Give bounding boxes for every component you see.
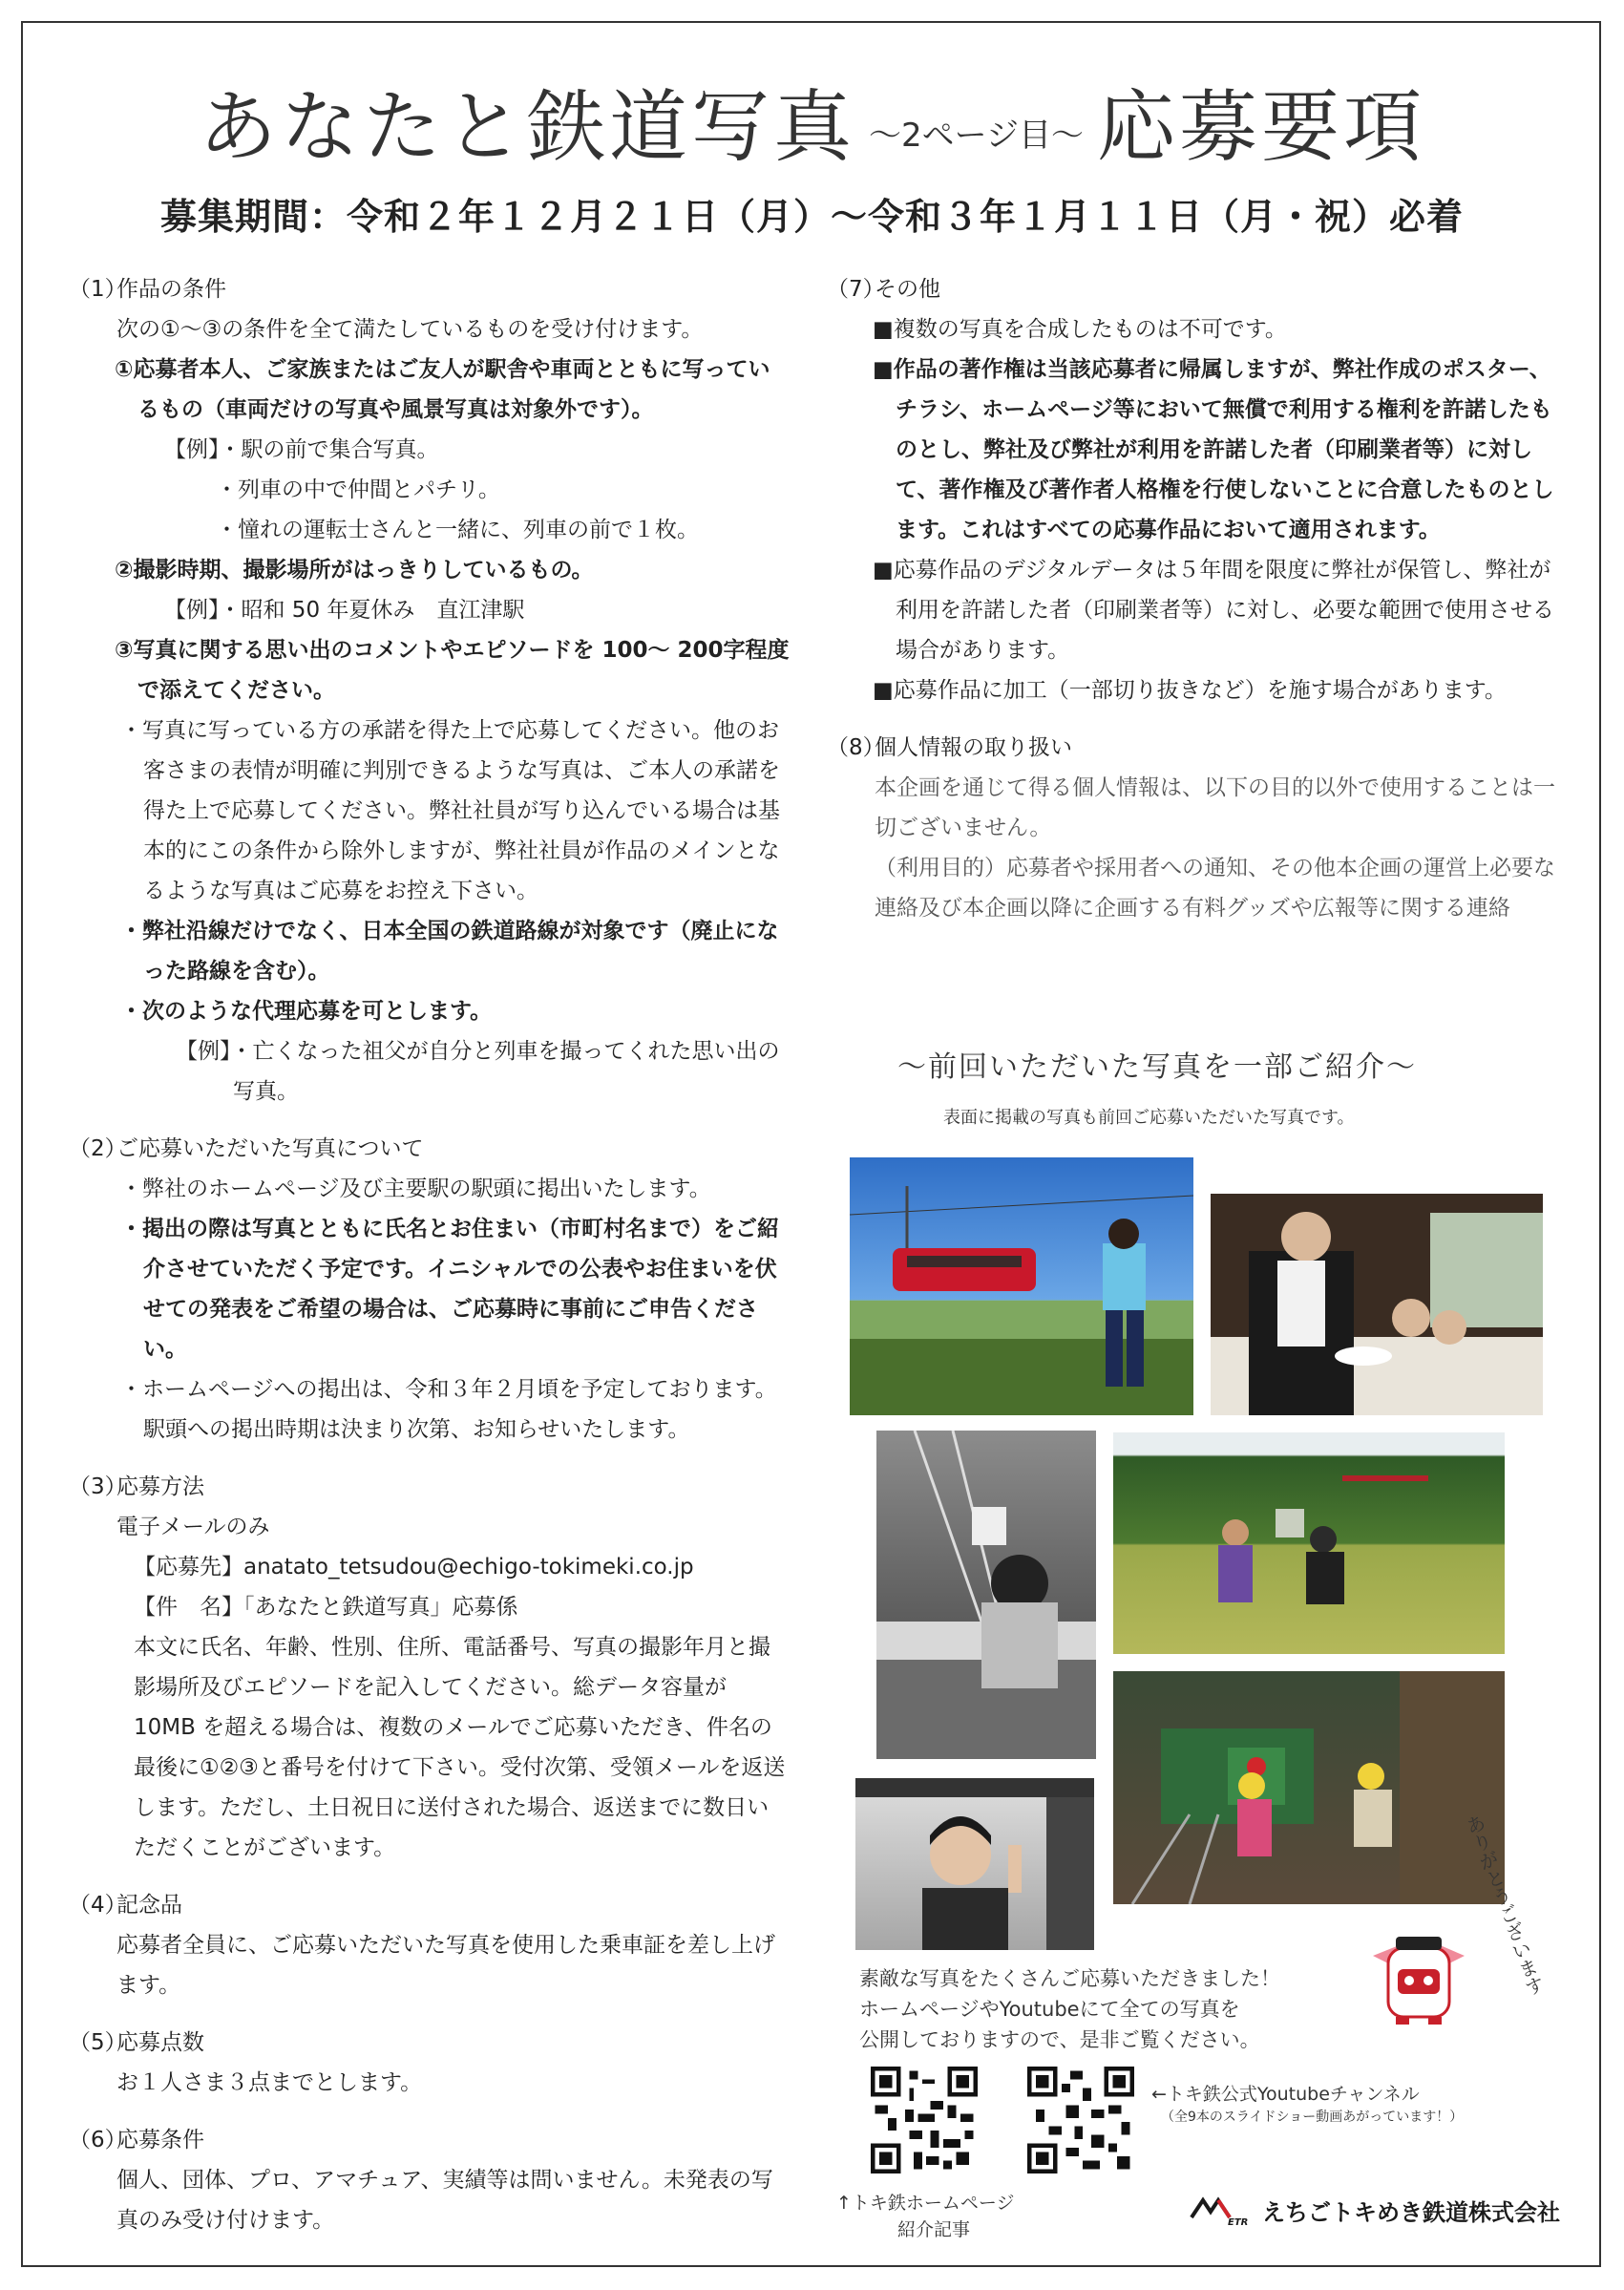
homepage-label: ↑トキ鉄ホームページ [836,2193,1015,2214]
gallery-note: 表面に掲載の写真も前回ご応募いただいた写真です。 [943,1108,1355,1128]
photo-field-wave [1113,1432,1505,1654]
condition-3: ③写真に関する思い出のコメントやエピソードを 100～ 200字程度で添えてください。 [115,638,790,703]
condition-1-example: 【例】・駅の前で集合写真。 [164,437,439,462]
section-6-heading: （6）応募条件 [69,2128,204,2152]
condition-1-example-3: ・憧れの運転士さんと一緒に、列車の前で１枚。 [216,518,699,542]
company-name: えちごトキめき鉄道株式会社 [1262,2198,1560,2226]
section-1-note-3: ・次のような代理応募を可とします。 [120,999,493,1024]
photo-dining-car [1211,1194,1543,1415]
section-7-item-2: ■作品の著作権は当該応募者に帰属しますが、弊社作成のポスター、チラシ、ホームページ等において無償で利用する権利を許諾したものとし、弊社及び弊社が利用を許諾した者（印刷業者等）に対して、著作権及び著作者人格権を行使しないことに合意したものとします。これはすべての応募作品において適用されます。 [873,357,1554,542]
section-5-heading: （5）応募点数 [69,2030,204,2055]
left-column [69,269,791,2240]
section-3-body: 本文に氏名、年齢、性別、住所、電話番号、写真の撮影年月と撮影場所及びエピソードを記入してください。総データ容量が 10MB を超える場合は、複数のメールでご応募いただき、件名の最後に①②③と番号を付けて下さい。受付次第、受領メールを返送します。ただし、土日祝日に送付された場合、返送までに数日いただくことがございます。 [134,1635,786,1860]
section-6-body: 個人、団体、プロ、アマチュア、実績等は問いません。未発表の写真のみ受け付けます。 [116,2168,773,2233]
section-1-note-2: ・弊社沿線だけでなく、日本全国の鉄道路線が対象です（廃止になった路線を含む）。 [120,919,779,984]
section-1-note-1: ・写真に写っている方の承諾を得た上で応募してください。他のお客さまの表情が明確に判別できるような写真は、ご本人の承諾を得た上で応募してください。弊社社員が写り込んでいる場合は基本的にこの条件から除外しますが、弊社社員が作品のメインとなるような写真はご応募をお控え下さい。 [120,718,780,903]
condition-1: ①応募者本人、ご家族またはご友人が駅舎や車両とともに写っているもの（車両だけの写真や風景写真は対象外です）。 [115,357,770,422]
section-4-body: 応募者全員に、ご応募いただいた写真を使用した乗車証を差し上げます。 [116,1933,775,1998]
section-5-body: お１人さま３点までとします。 [116,2070,423,2095]
gallery-heading: ～前回いただいた写真を一部ご紹介～ [897,1050,1417,1084]
section-7-item-3: ■応募作品のデジタルデータは５年間を限度に弊社が保管し、弊社が利用を許諾した者（印刷業者等）に対し、必要な範囲で使用させる場合があります。 [873,558,1554,663]
section-8-heading: （8）個人情報の取り扱い [827,735,1072,760]
section-3-email[interactable]: 【応募先】anatato_tetsudou@echigo-tokimeki.co.jp [134,1555,694,1580]
condition-2: ②撮影時期、撮影場所がはっきりしているもの。 [115,558,594,583]
section-7-item-1: ■複数の写真を合成したものは不可です。 [873,317,1287,342]
section-4-heading: （4）記念品 [69,1893,182,1918]
arigatou-text: ありがとうございます [1460,1812,1548,2000]
qr-code-youtube[interactable] [1027,2067,1134,2173]
photo-bw-boy [876,1431,1096,1759]
company-logo [1190,2193,1560,2227]
thanks-line-2: ホームページやYoutubeにて全ての写真を [859,1998,1240,2021]
svg-text:ETR: ETR [1228,2217,1249,2227]
section-7-item-4: ■応募作品に加工（一部切り抜きなど）を施す場合があります。 [873,678,1507,703]
section-2-heading: （2）ご応募いただいた写真について [69,1136,424,1161]
youtube-label: ←トキ鉄公式Youtubeチャンネル [1151,2084,1420,2105]
section-1-heading: （1）作品の条件 [69,277,226,302]
condition-1-example-2: ・列車の中で仲間とパチリ。 [216,477,500,502]
section-3-heading: （3）応募方法 [69,1474,204,1499]
section-8-body: 本企画を通じて得る個人情報は、以下の目的以外で使用することは一切ございません。 [875,775,1555,840]
thanks-line-3: 公開しておりますので、是非ご覧ください。 [859,2028,1260,2051]
section-8-purpose: （利用目的）応募者や採用者への通知、その他本企画の運営上必要な連絡及び本企画以降に企画する有料グッズや広報等に関する連絡 [875,856,1555,921]
condition-2-example: 【例】・昭和 50 年夏休み 直江津駅 [164,598,525,623]
section-7-heading: （7）その他 [827,277,940,302]
photo-mine-locomotive [1113,1671,1505,1904]
section-2-note-3: ・ホームページへの掲出は、令和３年２月頃を予定しております。駅頭への掲出時期は決まり次第、お知らせいたします。 [120,1377,777,1442]
right-column [827,269,1562,928]
thanks-line-1: 素敵な写真をたくさんご応募いただきました！ [859,1967,1280,1990]
etr-logo-icon [1190,2193,1255,2227]
photo-peace-sign [855,1778,1094,1950]
section-3-subject: 【件 名】「あなたと鉄道写真」応募係 [134,1595,518,1620]
application-period: 募集期間：令和２年１２月２１日（月）～令和３年１月１１日（月・祝）必着 [159,196,1464,238]
title-main: あなたと鉄道写真 [199,82,856,173]
section-2-note-1: ・弊社のホームページ及び主要駅の駅頭に掲出いたします。 [120,1177,711,1201]
section-1-intro: 次の①～③の条件を全て満たしているものを受け付けます。 [116,317,704,342]
section-1-note-3-example: 【例】・亡くなった祖父が自分と列車を撮ってくれた思い出の写真。 [176,1039,780,1104]
section-2-note-2: ・掲出の際は写真とともに氏名とお住まい（市町村名まで）をご紹介させていただく予定です。イニシャルでの公表やお住まいを伏せての発表をご希望の場合は、ご応募時に事前にご申告ください。 [120,1217,779,1362]
title-sub: ～2ページ目～ [869,117,1084,155]
title-requirements: 応募要項 [1096,82,1425,173]
homepage-label-2: 紹介記事 [897,2219,971,2240]
mascot-icon [1363,1927,1474,2028]
section-3-method: 電子メールのみ [116,1515,270,1539]
qr-code-homepage[interactable] [871,2067,978,2173]
photo-red-train [850,1157,1193,1415]
youtube-note: （全9本のスライドショー動画あがっています！） [1161,2110,1464,2125]
page-title [0,65,1624,177]
